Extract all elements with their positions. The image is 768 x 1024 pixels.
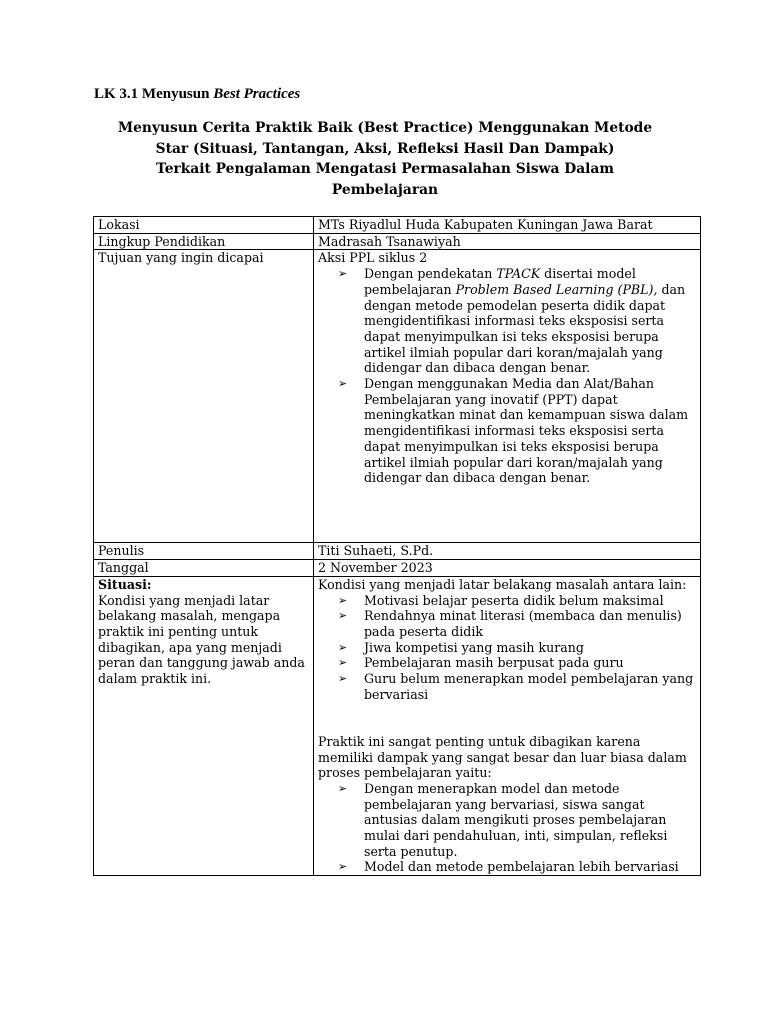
worksheet-heading — [94, 86, 300, 103]
situasi-content — [314, 576, 701, 875]
penulis-value: Titi Suhaeti, S.Pd. — [314, 543, 701, 560]
table-row-tujuan — [94, 250, 701, 543]
table-row-tanggal — [94, 560, 701, 577]
table-row-penulis — [94, 543, 701, 560]
arrowhead-bullet-icon: ➢ — [338, 267, 348, 281]
tujuan-b1-pre: Dengan pendekatan — [364, 266, 497, 282]
arrowhead-bullet-icon: ➢ — [338, 593, 348, 607]
spacer — [318, 718, 696, 734]
tujuan-content — [314, 250, 701, 543]
situasi-list1 — [318, 593, 696, 703]
situasi-desc: Kondisi yang menjadi latar belakang masalah, mengapa praktik ini penting untuk dibagikan, apa yang menjadi peran dan tanggung jawab anda dalam praktik ini. — [98, 592, 305, 687]
list-item — [338, 671, 696, 702]
list-item — [338, 655, 696, 671]
situasi-list1-text: Pembelajaran masih berpusat pada guru — [364, 655, 624, 671]
table-row-situasi — [94, 576, 701, 875]
situasi-list2-text: Dengan menerapkan model dan metode pembelajaran yang bervariasi, siswa sangat antusias dalam mengikuti proses pembelajaran mulai dari pendahuluan, inti, simpulan, refleksi serta penutup. — [364, 780, 668, 859]
tujuan-b1-mid: disertai model pembelajaran — [364, 266, 636, 297]
list-item — [338, 780, 696, 860]
tujuan-b2: Dengan menggunakan Media dan Alat/Bahan Pembelajaran yang inovatif (PPT) dapat meningkatkan minat dan kemampuan siswa dalam mengidentifikasi informasi teks eksposisi serta dapat menyimpulkan isi teks eksposisi berupa artikel ilmiah popular dari koran/majalah yang didengar dan dibaca dengan benar. — [364, 376, 689, 486]
title-line: Star (Situasi, Tantangan, Aksi, Refleksi Hasil Dan Dampak) — [155, 140, 615, 157]
worksheet-heading-prefix: LK 3.1 Menyusun — [94, 86, 210, 102]
situasi-list2-text: Model dan metode pembelajaran lebih bervariasi — [364, 859, 679, 875]
situasi-intro1: Kondisi yang menjadi latar belakang masalah antara lain: — [318, 576, 687, 592]
list-item — [338, 608, 696, 639]
tujuan-b1-tpack: TPACK — [496, 266, 541, 282]
situasi-list2 — [318, 781, 696, 875]
worksheet-heading-italic: Best Practices — [213, 86, 301, 102]
tujuan-list — [318, 266, 696, 486]
tujuan-intro: Aksi PPL siklus 2 — [318, 250, 428, 266]
tujuan-b1-pbl: Problem Based Learning (PBL), — [455, 281, 658, 297]
arrowhead-bullet-icon: ➢ — [338, 609, 348, 623]
lokasi-label: Lokasi — [94, 217, 314, 234]
spacer — [318, 702, 696, 718]
tanggal-label: Tanggal — [94, 560, 314, 577]
arrowhead-bullet-icon: ➢ — [338, 656, 348, 670]
situasi-list1-text: Rendahnya minat literasi (membaca dan menulis) pada peserta didik — [364, 608, 682, 639]
list-item — [338, 266, 696, 376]
arrowhead-bullet-icon: ➢ — [338, 672, 348, 686]
tanggal-value: 2 November 2023 — [314, 560, 701, 577]
situasi-list1-text: Jiwa kompetisi yang masih kurang — [364, 639, 584, 655]
situasi-label: Situasi: — [98, 576, 152, 592]
tujuan-b1-post: dan dengan metode pemodelan peserta didik dapat mengidentifikasi informasi teks eksposisi serta dapat menyimpulkan isi teks eksposisi berupa artikel ilmiah popular dari koran/majalah yang didengar dan dibaca dengan benar. — [364, 281, 686, 376]
tujuan-label: Tujuan yang ingin dicapai — [94, 250, 314, 543]
table-row-lingkup — [94, 233, 701, 250]
list-item — [338, 592, 696, 609]
situasi-intro2: Praktik ini sangat penting untuk dibagikan karena memiliki dampak yang sangat besar dan luar biasa dalam proses pembelajaran yaitu: — [318, 733, 687, 781]
list-item — [338, 376, 696, 486]
best-practice-table — [93, 216, 701, 876]
situasi-list1-text: Guru belum menerapkan model pembelajaran yang bervariasi — [364, 671, 694, 702]
arrowhead-bullet-icon: ➢ — [338, 860, 348, 874]
document-title — [94, 118, 676, 200]
list-item — [338, 859, 696, 875]
title-line: Terkait Pengalaman Mengatasi Permasalahan Siswa Dalam — [156, 161, 614, 177]
situasi-list1-text: Motivasi belajar peserta didik belum maksimal — [364, 592, 664, 608]
table-row-lokasi — [94, 217, 701, 234]
title-line: Menyusun Cerita Praktik Baik (Best Practice) Menggunakan Metode — [117, 120, 653, 136]
penulis-label: Penulis — [94, 543, 314, 560]
arrowhead-bullet-icon: ➢ — [338, 781, 348, 795]
list-item — [338, 639, 696, 656]
arrowhead-bullet-icon: ➢ — [338, 640, 348, 654]
arrowhead-bullet-icon: ➢ — [338, 377, 348, 391]
situasi-label-cell — [94, 576, 314, 875]
lokasi-value: MTs Riyadlul Huda Kabupaten Kuningan Jawa Barat — [314, 217, 701, 234]
lingkup-label: Lingkup Pendidikan — [94, 233, 314, 250]
lingkup-value: Madrasah Tsanawiyah — [314, 233, 701, 250]
title-line: Pembelajaran — [331, 181, 439, 198]
